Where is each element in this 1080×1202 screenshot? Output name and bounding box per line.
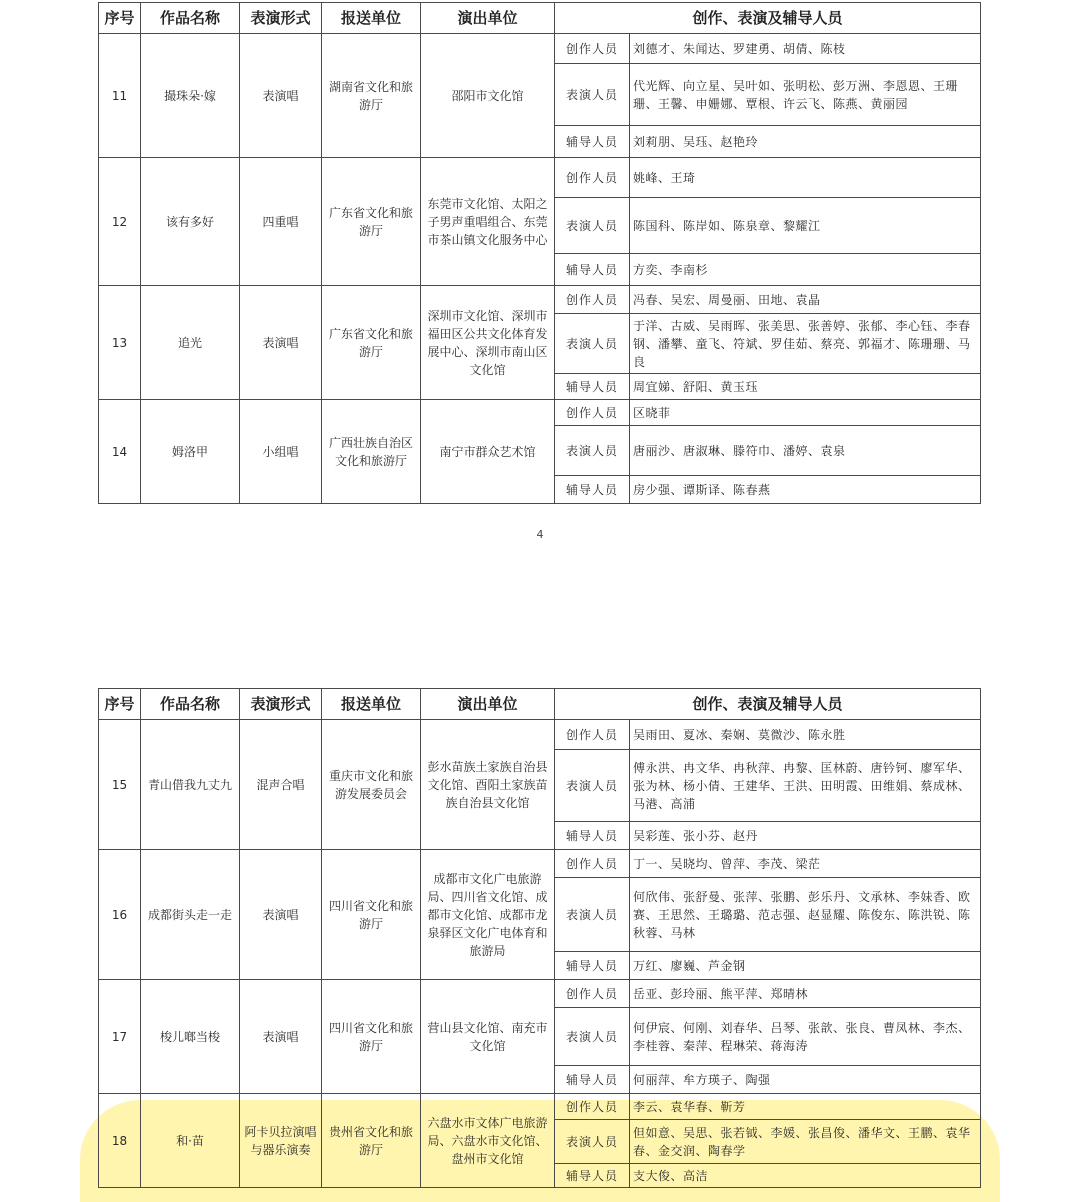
role-create: 创作人员 (555, 1094, 630, 1120)
row-form: 四重唱 (240, 158, 322, 286)
row-performer: 南宁市群众艺术馆 (421, 400, 555, 504)
table-row (99, 34, 981, 64)
role-create: 创作人员 (555, 720, 630, 750)
role-coach: 辅导人员 (555, 822, 630, 850)
table-row (99, 980, 981, 1008)
role-coach: 辅导人员 (555, 374, 630, 400)
role-coach: 辅导人员 (555, 1164, 630, 1188)
header-title: 作品名称 (141, 689, 240, 720)
role-create: 创作人员 (555, 34, 630, 64)
names-perform: 代光辉、向立星、吴叶如、张明松、彭万洲、李恩恩、王珊珊、王馨、申姗娜、覃根、许云飞、陈燕、黄丽园 (630, 64, 981, 126)
row-submitter: 广东省文化和旅游厅 (322, 286, 421, 400)
role-create: 创作人员 (555, 850, 630, 878)
row-title: 成都街头走一走 (141, 850, 240, 980)
row-form: 表演唱 (240, 850, 322, 980)
row-performer: 东莞市文化馆、太阳之子男声重唱组合、东莞市茶山镇文化服务中心 (421, 158, 555, 286)
row-form: 阿卡贝拉演唱与器乐演奏 (240, 1094, 322, 1188)
header-submitter: 报送单位 (322, 3, 421, 34)
names-create: 岳亚、彭玲丽、熊平萍、郑晴林 (630, 980, 981, 1008)
row-performer: 深圳市文化馆、深圳市福田区公共文化体育发展中心、深圳市南山区文化馆 (421, 286, 555, 400)
row-submitter: 广西壮族自治区文化和旅游厅 (322, 400, 421, 504)
header-title: 作品名称 (141, 3, 240, 34)
row-performer: 营山县文化馆、南充市文化馆 (421, 980, 555, 1094)
role-create: 创作人员 (555, 158, 630, 198)
row-performer: 彭水苗族土家族自治县文化馆、酉阳土家族苗族自治县文化馆 (421, 720, 555, 850)
award-table-top (98, 2, 981, 504)
names-perform: 傅永洪、冉文华、冉秋萍、冉黎、匡林蔚、唐钤钶、廖军华、张为林、杨小倩、王建华、王洪、田明霞、田维娟、蔡成林、马港、高浦 (630, 750, 981, 822)
names-coach: 万红、廖巍、芦金钢 (630, 952, 981, 980)
award-table-bottom (98, 688, 981, 1188)
row-form: 表演唱 (240, 286, 322, 400)
row-performer: 六盘水市文体广电旅游局、六盘水市文化馆、盘州市文化馆 (421, 1094, 555, 1188)
role-perform: 表演人员 (555, 1120, 630, 1164)
table-row (99, 400, 981, 426)
role-perform: 表演人员 (555, 1008, 630, 1066)
row-no: 11 (99, 34, 141, 158)
table-row (99, 158, 981, 198)
table-row (99, 1094, 981, 1120)
row-no: 17 (99, 980, 141, 1094)
names-create: 区晓菲 (630, 400, 981, 426)
row-no: 18 (99, 1094, 141, 1188)
names-coach: 房少强、谭斯译、陈春燕 (630, 476, 981, 504)
names-coach: 方奕、李南杉 (630, 254, 981, 286)
row-submitter: 湖南省文化和旅游厅 (322, 34, 421, 158)
row-title: 撮珠朵·嫁 (141, 34, 240, 158)
role-coach: 辅导人员 (555, 1066, 630, 1094)
role-coach: 辅导人员 (555, 952, 630, 980)
names-perform: 陈国科、陈岸如、陈泉章、黎耀江 (630, 198, 981, 254)
row-submitter: 四川省文化和旅游厅 (322, 980, 421, 1094)
names-coach: 刘莉朋、吴珏、赵艳玲 (630, 126, 981, 158)
table-row (99, 720, 981, 750)
row-performer: 成都市文化广电旅游局、四川省文化馆、成都市文化馆、成都市龙泉驿区文化广电体育和旅游局 (421, 850, 555, 980)
names-create: 丁一、吴晓均、曾萍、李茂、梁茫 (630, 850, 981, 878)
header-row (99, 3, 981, 34)
row-title: 姆洛甲 (141, 400, 240, 504)
names-coach: 吴彩莲、张小芬、赵丹 (630, 822, 981, 850)
header-no: 序号 (99, 3, 141, 34)
header-no: 序号 (99, 689, 141, 720)
names-coach: 支大俊、高洁 (630, 1164, 981, 1188)
row-title: 青山借我九丈九 (141, 720, 240, 850)
names-perform: 但如意、吴思、张若钺、李媛、张昌俊、潘华文、王鹏、袁华春、金交润、陶春学 (630, 1120, 981, 1164)
role-coach: 辅导人员 (555, 476, 630, 504)
names-create: 李云、袁华春、靳芳 (630, 1094, 981, 1120)
row-form: 表演唱 (240, 34, 322, 158)
row-title: 追光 (141, 286, 240, 400)
header-form: 表演形式 (240, 3, 322, 34)
table-page-5 (98, 688, 980, 1188)
role-create: 创作人员 (555, 286, 630, 314)
header-staff: 创作、表演及辅导人员 (555, 3, 981, 34)
header-submitter: 报送单位 (322, 689, 421, 720)
names-create: 刘德才、朱闻达、罗建勇、胡倩、陈枝 (630, 34, 981, 64)
names-perform: 何欣伟、张舒曼、张萍、张鹏、彭乐丹、文承林、李妹香、欧赛、王思然、王璐璐、范志强、赵显耀、陈俊东、陈洪锐、陈秋蓉、马林 (630, 878, 981, 952)
header-performer: 演出单位 (421, 689, 555, 720)
row-title: 和·苗 (141, 1094, 240, 1188)
row-form: 表演唱 (240, 980, 322, 1094)
row-form: 小组唱 (240, 400, 322, 504)
role-perform: 表演人员 (555, 750, 630, 822)
names-create: 吴雨田、夏冰、秦娴、莫微沙、陈永胜 (630, 720, 981, 750)
header-performer: 演出单位 (421, 3, 555, 34)
role-perform: 表演人员 (555, 314, 630, 374)
role-perform: 表演人员 (555, 64, 630, 126)
names-create: 冯春、吴宏、周曼丽、田地、袁晶 (630, 286, 981, 314)
role-perform: 表演人员 (555, 878, 630, 952)
role-coach: 辅导人员 (555, 254, 630, 286)
names-coach: 何丽萍、牟方瑛子、陶强 (630, 1066, 981, 1094)
row-submitter: 贵州省文化和旅游厅 (322, 1094, 421, 1188)
header-row (99, 689, 981, 720)
row-title: 该有多好 (141, 158, 240, 286)
row-submitter: 重庆市文化和旅游发展委员会 (322, 720, 421, 850)
row-no: 16 (99, 850, 141, 980)
names-create: 姚峰、王琦 (630, 158, 981, 198)
row-submitter: 广东省文化和旅游厅 (322, 158, 421, 286)
row-no: 15 (99, 720, 141, 850)
header-staff: 创作、表演及辅导人员 (555, 689, 981, 720)
header-form: 表演形式 (240, 689, 322, 720)
names-coach: 周宜娣、舒阳、黄玉珏 (630, 374, 981, 400)
role-perform: 表演人员 (555, 198, 630, 254)
role-coach: 辅导人员 (555, 126, 630, 158)
names-perform: 唐丽沙、唐淑琳、滕符巾、潘婷、袁泉 (630, 426, 981, 476)
row-title: 梭儿啷当梭 (141, 980, 240, 1094)
page-number: 4 (536, 528, 544, 541)
row-form: 混声合唱 (240, 720, 322, 850)
names-perform: 于洋、古威、吴雨晖、张美思、张善婷、张郁、李心钰、李春钢、潘攀、童飞、符斌、罗佳茹、蔡亮、郭福才、陈珊珊、马良 (630, 314, 981, 374)
row-no: 14 (99, 400, 141, 504)
row-submitter: 四川省文化和旅游厅 (322, 850, 421, 980)
table-row (99, 850, 981, 878)
row-no: 13 (99, 286, 141, 400)
table-page-4 (98, 2, 980, 504)
names-perform: 何伊宸、何刚、刘春华、吕琴、张歆、张良、曹凤林、李杰、李桂蓉、秦萍、程琳荣、蒋海涛 (630, 1008, 981, 1066)
role-create: 创作人员 (555, 980, 630, 1008)
row-no: 12 (99, 158, 141, 286)
role-perform: 表演人员 (555, 426, 630, 476)
row-performer: 邵阳市文化馆 (421, 34, 555, 158)
role-create: 创作人员 (555, 400, 630, 426)
table-row (99, 286, 981, 314)
